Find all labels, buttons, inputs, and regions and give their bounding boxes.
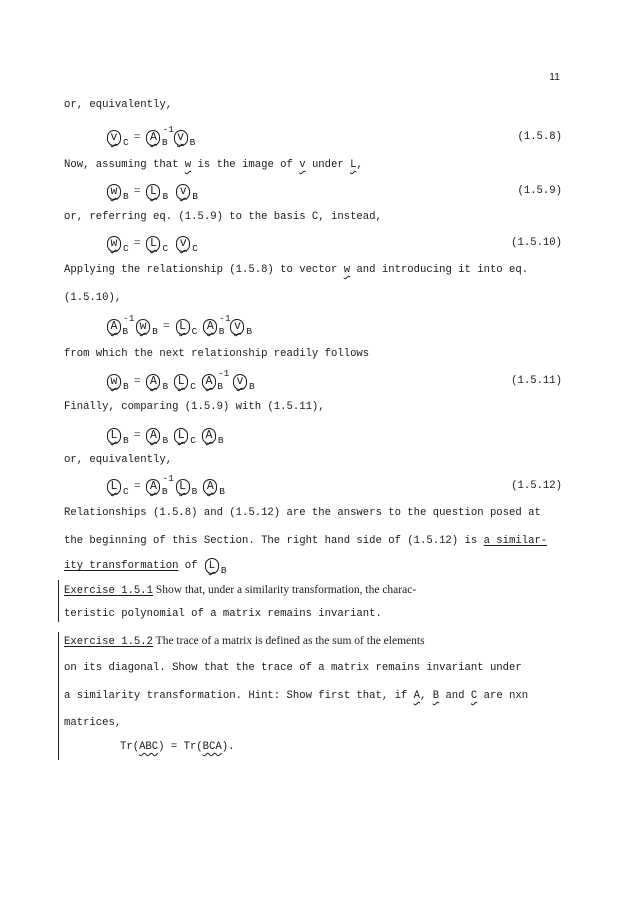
text-line: on its diagonal. Show that the trace of a matrix remains invariant under (64, 662, 522, 674)
equation-1-5-9: w $_B$ = L $_B$ v $_B$ (106, 180, 198, 202)
text-line: ity transformation of L B (64, 560, 227, 576)
exercise-1-5-1: Exercise 1.5.1 Show that, under a similarity transformation, the charac- (64, 584, 417, 597)
text-line: the beginning of this Section. The right hand side of (1.5.12) is a similar- (64, 535, 548, 547)
margin-bar (58, 632, 59, 760)
exercise-1-5-2: Exercise 1.5.2 The trace of a matrix is defined as the sum of the elements (64, 635, 425, 648)
equation-number: (1.5.12) (511, 480, 562, 492)
trace-equation: Tr(ABC) = Tr(BCA). (120, 741, 235, 753)
text-line: Applying the relationship (1.5.8) to vector w and introducing it into eq. (64, 264, 529, 276)
text-line: a similarity transformation. Hint: Show first that, if A, B and C are nxn (64, 690, 529, 702)
equation-number: (1.5.8) (517, 131, 562, 143)
text-line: Relationships (1.5.8) and (1.5.12) are the answers to the question posed at (64, 507, 541, 519)
equation-number: (1.5.9) (517, 185, 562, 197)
text-line: matrices, (64, 717, 122, 729)
text-line: or, equivalently, (64, 99, 173, 111)
text-line: from which the next relationship readily follows (64, 348, 370, 360)
text-line: teristic polynomial of a matrix remains invariant. (64, 608, 382, 620)
text-line: Finally, comparing (1.5.9) with (1.5.11), (64, 401, 325, 413)
text-line: or, referring eq. (1.5.9) to the basis C, instead, (64, 211, 382, 223)
text-line: Now, assuming that w is the image of v under L, (64, 159, 363, 171)
text-line: or, equivalently, (64, 454, 173, 466)
equation-1-5-11: w $_B$ = A $_B$ L $_C$ $A^{-1}_B$ v $_B$ (106, 370, 255, 392)
equation-number: (1.5.10) (511, 237, 562, 249)
page-number: 11 (549, 71, 560, 83)
equation-unnumbered-1: $A^{-1}_B$ w $_B$ = L $_C$ $A^{-1}_B$ v $_B$ (106, 315, 252, 337)
equation-1-5-10: w $_C$ = L $_C$ v $_C$ (106, 232, 198, 254)
equation-1-5-8: v $_C = A^{-1}_B$ v $_B$ (106, 126, 195, 148)
equation-number: (1.5.11) (511, 375, 562, 387)
margin-bar (58, 580, 59, 622)
text-line: (1.5.10), (64, 292, 122, 304)
equation-1-5-12: L $_C = A^{-1}_B$ L $_B$ A $_B$ (106, 475, 225, 497)
equation-unnumbered-2: L $_B$ = A $_B$ L $_C$ A $_B$ (106, 424, 224, 446)
